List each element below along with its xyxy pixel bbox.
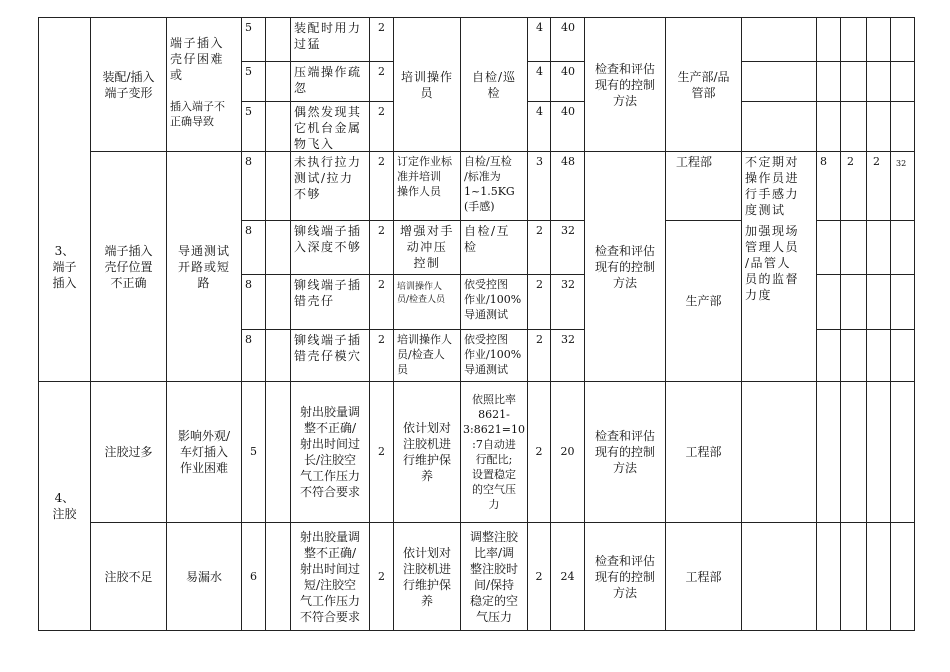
- result-severity: 8: [820, 155, 827, 168]
- detection-control: 自检/巡 检: [471, 69, 517, 100]
- recommended-control: 检查和评估 现有的控制 方法: [594, 61, 655, 108]
- rpn-cell: 32: [561, 224, 575, 237]
- rpn-cell: 32: [561, 278, 575, 291]
- col-line: [866, 17, 867, 631]
- responsible-dept: 工程部: [676, 155, 713, 169]
- col-line: [840, 17, 841, 631]
- prevention-cell: 增强对手 动冲压 控制: [399, 224, 454, 270]
- cause-cell: 铆线端子插 入深度不够: [294, 224, 362, 254]
- occurrence-cell: 2: [378, 445, 385, 458]
- responsible-dept: 生产部: [685, 294, 722, 308]
- detection-method-cell: 依受控图 作业/100% 导通测试: [464, 278, 522, 321]
- occurrence-cell: 2: [378, 569, 385, 583]
- cause-cell: 压端操作疏 忽: [294, 65, 362, 95]
- detection-cell: 4: [536, 105, 543, 118]
- severity-cell: 8: [245, 278, 252, 291]
- occurrence-cell: 2: [378, 105, 385, 118]
- failure-effect-line: 插入端子不 正确导致: [170, 100, 225, 128]
- occurrence-cell: 2: [378, 278, 385, 291]
- detection-method-cell: 自检/互检 /标准为 1~1.5KG (手感): [464, 155, 515, 213]
- failure-mode: 装配/插入 端子变形: [102, 69, 155, 100]
- rpn-cell: 32: [561, 333, 575, 346]
- detection-cell: 2: [536, 333, 543, 346]
- col-line: [265, 17, 266, 631]
- detection-cell: 2: [536, 224, 543, 237]
- detection-cell: 3: [536, 155, 543, 168]
- prevention-cell: 订定作业标 准并培训 操作人员: [397, 155, 452, 198]
- cause-cell: 装配时用力 过猛: [294, 21, 362, 51]
- failure-effect-line: 端子插入 壳仔困难 或: [170, 36, 225, 82]
- severity-cell: 6: [250, 569, 257, 583]
- row-line: [816, 329, 915, 330]
- detection-cell: 4: [536, 21, 543, 34]
- occurrence-cell: 2: [378, 224, 385, 237]
- cause-cell: 铆线端子插 错壳仔: [294, 278, 362, 308]
- row-line: [816, 220, 915, 221]
- rpn-cell: 48: [561, 155, 575, 168]
- detection-cell: 2: [535, 569, 543, 583]
- severity-cell: 5: [250, 445, 257, 458]
- row-line: [816, 274, 915, 275]
- severity-cell: 5: [245, 65, 252, 78]
- failure-effect: [167, 18, 241, 151]
- severity-cell: 5: [245, 105, 252, 118]
- failure-mode: 端子插入 壳仔位置 不正确: [104, 243, 153, 290]
- col-line: [890, 17, 891, 631]
- occurrence-cell: 2: [378, 65, 385, 78]
- prevention-cell: 培训操作人 员/检查人员: [397, 282, 446, 305]
- occurrence-cell: 2: [378, 333, 385, 346]
- rpn-cell: 40: [561, 65, 575, 78]
- cause-cell: 偶然发现其 它机台金属 物飞入: [294, 105, 362, 151]
- result-occurrence: 2: [847, 155, 854, 168]
- detection-method-cell: 依受控图 作业/100% 导通测试: [464, 333, 522, 376]
- prevention-cell: 培训操作人 员/检查人 员: [397, 333, 452, 376]
- detection-method-cell: 依照比率 8621- 3:8621=10 :7自动进 行配比; 设置稳定 的空气压 力: [463, 393, 525, 511]
- occurrence-cell: 2: [378, 155, 385, 168]
- col-line: [816, 17, 817, 631]
- recommended-control: 检查和评估 现有的控制 方法: [594, 429, 655, 475]
- failure-mode: 注胶过多: [104, 445, 153, 459]
- cause-cell: 射出胶量调 整不正确/ 射出时间过 短/注胶空 气工作压力 不符合要求: [299, 529, 360, 624]
- detection-method-cell: 自检/互 检: [464, 224, 511, 254]
- cause-cell: 未执行拉力 测试/拉力 不够: [294, 155, 362, 201]
- severity-cell: 8: [245, 333, 252, 346]
- row-line: [741, 61, 915, 62]
- cause-cell: 射出胶量调 整不正确/ 射出时间过 长/注胶空 气工作压力 不符合要求: [299, 405, 360, 499]
- recommended-control: 检查和评估 现有的控制 方法: [594, 243, 655, 290]
- prevention-cell: 依计划对 注胶机进 行维护保 养: [402, 421, 451, 483]
- rpn-cell: 20: [560, 445, 575, 458]
- severity-cell: 8: [245, 155, 252, 168]
- failure-effect: 影响外观/ 车灯插入 作业困难: [177, 429, 231, 475]
- recommended-control: 检查和评估 现有的控制 方法: [594, 553, 655, 600]
- responsible-dept: 工程部: [685, 569, 722, 584]
- table-border-right: [914, 17, 915, 631]
- occurrence-cell: 2: [378, 21, 385, 34]
- cause-cell: 铆线端子插 错壳仔模穴: [294, 333, 362, 363]
- action-taken: 不定期对 操作员进 行手感力 度测试: [745, 155, 800, 217]
- action-taken: 加强现场 管理人员 /品管人 员的监督 力度: [745, 224, 800, 302]
- prevention-cell: 依计划对 注胶机进 行维护保 养: [402, 545, 451, 608]
- responsible-dept: 工程部: [685, 445, 722, 459]
- severity-cell: 5: [245, 21, 252, 34]
- process-step-3: 3、 端子 插入: [52, 243, 77, 290]
- failure-effect: 导通测试 开路或短 路: [177, 243, 230, 290]
- detection-cell: 2: [535, 445, 543, 458]
- rpn-cell: 24: [560, 569, 575, 583]
- detection-cell: 4: [536, 65, 543, 78]
- rpn-cell: 40: [561, 21, 575, 34]
- process-step-4: 4、 注胶: [52, 491, 77, 521]
- severity-cell: 8: [245, 224, 252, 237]
- rpn-cell: 40: [561, 105, 575, 118]
- responsible-dept: 生产部/品 管部: [677, 69, 730, 100]
- detection-cell: 2: [536, 278, 543, 291]
- detection-method-cell: 调整注胶 比率/调 整注胶时 间/保持 稳定的空 气压力: [469, 529, 518, 624]
- table-border-bottom: [38, 630, 915, 631]
- prevention-control: 培训操作 员: [400, 69, 453, 100]
- failure-effect: 易漏水: [185, 569, 222, 584]
- result-detection: 2: [873, 155, 880, 168]
- row-line: [741, 101, 915, 102]
- failure-mode: 注胶不足: [104, 569, 153, 584]
- result-rpn: 32: [896, 159, 907, 168]
